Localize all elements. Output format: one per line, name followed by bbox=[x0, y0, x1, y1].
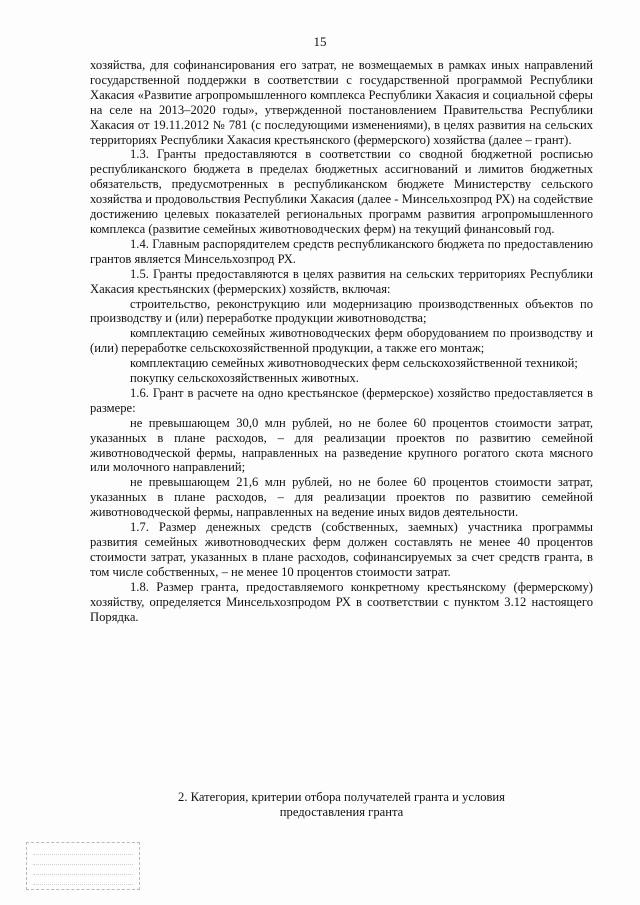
paragraph-1-3: 1.3. Гранты предоставляются в соответствии со сводной бюджетной росписью республиканского бюджета в пределах бюджетных ассигнований и лимитов бюджетных обязательств, предусмотренных в республиканском бюджете Министерству сельского хозяйства и продовольствия Республики Хакасия (далее - Минсельхозпрод РХ) на содействие достижению целевых показателей региональных программ развития агропромышленного комплекса (развитие семейных животноводческих ферм) на текущий финансовый год. bbox=[90, 147, 593, 236]
section-heading bbox=[90, 790, 593, 820]
stamp-line bbox=[33, 857, 133, 865]
list-item-construction: строительство, реконструкцию или модернизацию производственных объектов по производству и (или) переработке продукции животноводства; bbox=[90, 296, 593, 326]
list-item-machinery: комплектацию семейных животноводческих ферм сельскохозяйственной техникой; bbox=[130, 356, 578, 371]
list-item-other-grant: не превышающем 21,6 млн рублей, но не более 60 процентов стоимости затрат, указанных в плане расходов, – для реализации проектов по развитию семейной животноводческой фермы, направленных на ведение иных видов деятельности. bbox=[90, 475, 593, 520]
faint-stamp bbox=[26, 842, 140, 890]
stamp-line bbox=[33, 847, 133, 855]
stamp-line bbox=[33, 877, 133, 885]
paragraph-continuation: хозяйства, для софинансирования его затрат, не возмещаемых в рамках иных направлений государственной поддержки в соответствии с государственной программой Республики Хакасия «Развитие агропромышленного комплекса Республики Хакасия и социальной сферы на селе на 2013–2020 годы», утвержденной постановлением Правительства Республики Хакасия от 19.11.2012 № 781 (с последующими изменениями), в целях развития на сельских территориях Республики Хакасия крестьянского (фермерского) хозяйства (далее – грант). bbox=[90, 58, 593, 147]
paragraph-1-4: 1.4. Главным распорядителем средств республиканского бюджета по предоставлению грантов является Минсельхозпрод РХ. bbox=[90, 236, 593, 266]
paragraph-1-7: 1.7. Размер денежных средств (собственных, заемных) участника программы развития семейных животноводческих ферм должен составлять не менее 40 процентов стоимости затрат, указанных в плане расходов, софинансируемых за счет средств гранта, в том числе собственных, – не менее 10 процентов стоимости затрат. bbox=[90, 520, 593, 579]
stamp-line bbox=[33, 867, 133, 875]
section-heading-line-2: предоставления гранта bbox=[279, 805, 404, 819]
paragraph-1-5: 1.5. Гранты предоставляются в целях развития на сельских территориях Республики Хакасия крестьянских (фермерских) хозяйств, включая: bbox=[90, 266, 593, 296]
paragraph-1-8: 1.8. Размер гранта, предоставляемого конкретному крестьянскому (фермерскому) хозяйству, определяется Минсельхозпродом РХ в соответствии с пунктом 3.12 настоящего Порядка. bbox=[90, 579, 593, 624]
document-body bbox=[90, 58, 593, 624]
page-number: 15 bbox=[313, 34, 327, 49]
list-item-equipment: комплектацию семейных животноводческих ферм оборудованием по производству и (или) переработке сельскохозяйственной продукции, а также его монтаж; bbox=[90, 326, 593, 356]
paragraph-1-6: 1.6. Грант в расчете на одно крестьянское (фермерское) хозяйство предоставляется в размере: bbox=[90, 385, 593, 415]
list-item-cattle-grant: не превышающем 30,0 млн рублей, но не более 60 процентов стоимости затрат, указанных в плане расходов, – для реализации проектов по развитию семейной животноводческой фермы, направленных на разведение крупного рогатого скота мясного или молочного направлений; bbox=[90, 415, 593, 475]
section-heading-line-1: 2. Категория, критерии отбора получателей гранта и условия bbox=[178, 790, 505, 804]
list-item-animals: покупку сельскохозяйственных животных. bbox=[130, 371, 359, 386]
